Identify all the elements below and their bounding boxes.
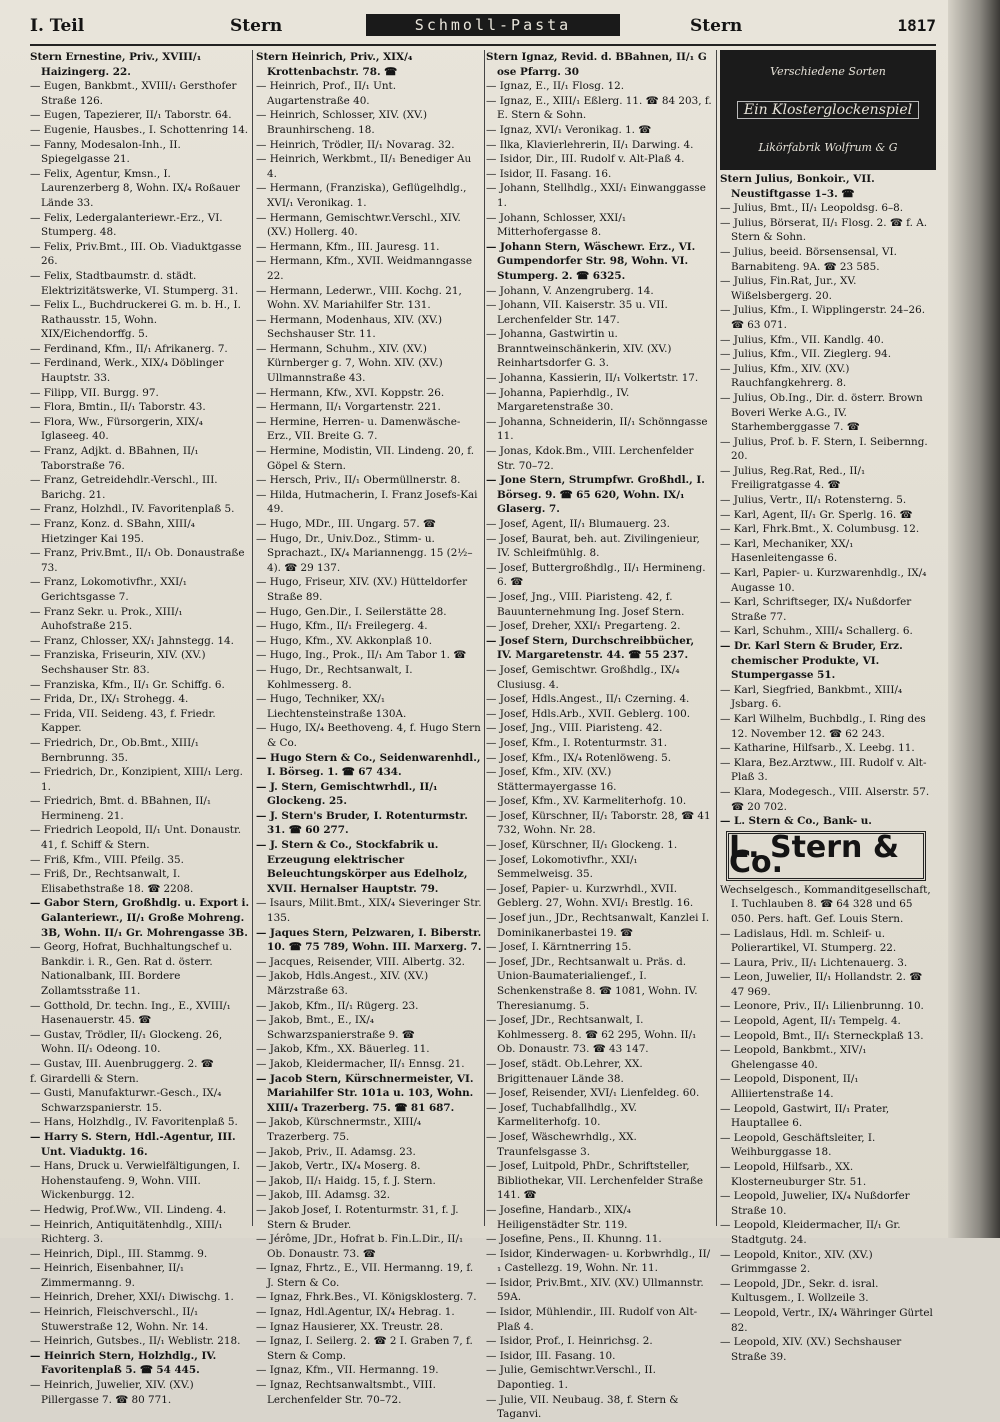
directory-entry: — Josef, Papier- u. Kurzwrhdl., XVII. Geblerg. 27, Wohn. XVI/₁ Brestlg. 16. (486, 882, 694, 910)
directory-entry: — Hermann, Modenhaus, XIV. (XV.) Sechshauser Str. 11. (256, 313, 443, 341)
directory-entry: — Jakob, Kürschnermstr., XIII/₄ Trazerberg. 75. (256, 1116, 422, 1143)
directory-entry: — Hugo, IX/₄ Beethoveng. 4, f. Hugo Stern & Co. (256, 722, 481, 749)
directory-entry: — Hugo, Friseur, XIV. (XV.) Hütteldorfer Straße 89. (256, 576, 468, 603)
directory-entry: — Leopold, Hilfsarb., XX. Klosterneuburger Str. 51. (720, 1161, 867, 1188)
directory-entry: — Hermann, (Franziska), Geflügelhdlg., XVI/₁ Veronikag. 1. (256, 182, 467, 209)
directory-entry: Wechselgesch., Kommanditgesellschaft, I. Tuchlauben 8. ☎ 64 328 und 65 050. Pers. haft. Gef. Louis Stern. (720, 883, 931, 925)
directory-entry: — Franz, Holzhdl., IV. Favoritenplaß 5. (30, 503, 235, 516)
directory-entry: — Friß, Dr., Rechtsanwalt, I. Elisabethstraße 18. ☎ 2208. (30, 868, 194, 895)
directory-entry: — Hermann, Gemischtwr.Verschl., XIV. (XV.) Hollerg. 40. (256, 211, 461, 239)
directory-entry: — Josef, Hdls.Angest., II/₁ Czerning. 4. (486, 693, 690, 706)
directory-entry: — J. Stern, Gemischtwrhdl., II/₁ Glockeng. 25. (256, 780, 438, 808)
stern-co-advertisement: L. Stern & Co. (726, 831, 926, 881)
ad-line-2: Ein Klosterglockenspiel (737, 101, 919, 120)
directory-entry: — Heinrich, Dreher, XXI/₁ Diwischg. 1. (30, 1291, 234, 1304)
directory-entry: — Heinrich, Prof., II/₁ Unt. Augartenstraße 40. (256, 80, 397, 107)
directory-entry: — Franziska, Kfm., II/₁ Gr. Schiffg. 6. (30, 678, 225, 691)
directory-entry: — Leopold, Agent, II/₁ Tempelg. 4. (720, 1015, 901, 1028)
directory-entry: — Jakob, II/₁ Haidg. 15, f. J. Stern. (256, 1174, 436, 1187)
directory-entry: — Heinrich, Juwelier, XIV. (XV.) Pillergasse 7. ☎ 80 771. (30, 1379, 194, 1406)
directory-entry: — Gustav, III. Auenbruggerg. 2. ☎ (30, 1057, 214, 1070)
directory-entry: — Isidor, Prof., I. Heinrichsg. 2. (486, 1335, 653, 1348)
directory-entry: — Hans, Druck u. Verwielfältigungen, I. Hohenstaufeng. 9, Wohn. VIII. Wickenburgg. 12. (30, 1160, 241, 1202)
directory-entry: — Heinrich, Trödler, II/₁ Novarag. 32. (256, 138, 455, 151)
directory-entry: — Ignaz, Fhrtz., E., VII. Hermanng. 19, f. J. Stern & Co. (256, 1262, 474, 1289)
directory-entry: — Isidor, Kinderwagen- u. Korbwrhdlg., II/₁ Castellezg. 19, Wohn. Nr. 11. (486, 1247, 711, 1275)
directory-entry: — Ignaz Hausierer, XX. Treustr. 28. (256, 1320, 444, 1333)
directory-entry: — Hilda, Hutmacherin, I. Franz Josefs-Kai 49. (256, 488, 478, 516)
directory-entry: — Ferdinand, Kfm., II/₁ Afrikanerg. 7. (30, 342, 228, 355)
directory-entry: — Franz, Priv.Bmt., II/₁ Ob. Donaustraße 73. (30, 547, 245, 574)
directory-entry: — Hans, Holzhdlg., IV. Favoritenplaß 5. (30, 1116, 238, 1129)
directory-entry: — Isidor, Priv.Bmt., XIV. (XV.) Ullmannstr. 59A. (486, 1276, 704, 1304)
directory-entry: — Harry S. Stern, Hdl.-Agentur, III. Unt. Viaduktg. 16. (30, 1130, 236, 1158)
directory-entry: — Johann Stern, Wäschewr. Erz., VI. Gumpendorfer Str. 98, Wohn. VI. Stumperg. 2. ☎ 6325. (486, 240, 696, 282)
column-divider (252, 50, 253, 1226)
directory-entry: — Gabor Stern, Großhdlg. u. Export i. Galanteriewr., II/₁ Große Mohreng. 3B, Wohn. II/₁ Gr. Mohrengasse 3B. (30, 897, 250, 939)
directory-entry: Stern Ernestine, Priv., XVIII/₁ Haizingerg. 22. (30, 51, 202, 78)
directory-entry: — Jone Stern, Strumpfwr. Großhdl., I. Börseg. 9. ☎ 65 620, Wohn. IX/₁ Glaserg. 7. (486, 474, 705, 516)
directory-entry: — Heinrich, Antiquitätenhdlg., XIII/₁ Richterg. 3. (30, 1218, 223, 1246)
directory-entry: — Klara, Bez.Arztww., III. Rudolf v. Alt-Plaß 3. (720, 756, 927, 784)
directory-entry: — Julius, Ob.Ing., Dir. d. österr. Brown Boveri Werke A.G., IV. Starhemberggasse 7. ☎ (720, 391, 923, 434)
directory-entry: — Josef, JDr., Rechtsanwalt, I. Kohlmesserg. 8. ☎ 62 295, Wohn. II/₁ Ob. Donaustr. 73. ☎ 43 147. (486, 1014, 697, 1056)
directory-entry: — Eugenie, Hausbes., I. Schottenring 14. (30, 123, 249, 136)
directory-entry: — Johanna, Schneiderin, II/₁ Schönngasse 11. (486, 415, 708, 443)
directory-entry: — Johanna, Gastwirtin u. Branntweinschänkerin, XIV. (XV.) Reinhartsdorfer G. 3. (486, 328, 672, 370)
directory-entry: — Franz Sekr. u. Prok., XIII/₁ Auhofstraße 215. (30, 605, 183, 633)
directory-entry: — Isidor, Mühlendir., III. Rudolf von Alt-Plaß 4. (486, 1306, 698, 1333)
directory-entry: — Friedrich, Dr., Konzipient, XIII/₁ Lerg. 1. (30, 766, 243, 793)
directory-entry: — Hugo, MDr., III. Ungarg. 57. ☎ (256, 518, 436, 530)
directory-entry: — Isaurs, Milit.Bmt., XIX/₄ Sieveringer Str. 135. (256, 897, 482, 925)
directory-entry: — Leopold, JDr., Sekr. d. isral. Kultusgem., I. Wollzeile 3. (720, 1277, 879, 1305)
directory-entry: — Josef, Tuchabfallhdlg., XV. Karmeliterhofg. 10. (486, 1101, 637, 1129)
directory-entry: — Jakob Josef, I. Rotenturmstr. 31, f. J. Stern & Bruder. (256, 1203, 459, 1231)
directory-entry: — Hugo, Dr., Rechtsanwalt, I. Kohlmesserg. 8. (256, 663, 413, 691)
directory-entry: — Julie, Gemischtwr.Verschl., II. Dapontieg. 1. (486, 1364, 656, 1392)
directory-entry: — Hermann, II/₁ Vorgartenstr. 221. (256, 401, 441, 414)
directory-entry: — Leopold, Vertr., IX/₄ Währinger Gürtel 82. (720, 1306, 933, 1334)
directory-entry: — Hugo, Ing., Prok., II/₁ Am Tabor 1. ☎ (256, 649, 467, 662)
directory-entry: — Friedrich, Dr., Ob.Bmt., XIII/₁ Bernbrunng. 35. (30, 736, 199, 764)
directory-entry: — Josef, JDr., Rechtsanwalt u. Präs. d. Union-Baumaterialiengef., I. Schenkenstraße 8. ☎ 1081, Wohn. IV. Theresianumg. 5. (486, 955, 698, 1012)
directory-entry: — Julius, Kfm., I. Wipplingerstr. 24–26. ☎ 63 071. (720, 304, 926, 331)
directory-entry: — Johann, VII. Kaiserstr. 35 u. VII. Lerchenfelder Str. 147. (486, 299, 668, 326)
directory-entry: — Josef, Dreher, XXI/₁ Pregarteng. 2. (486, 620, 681, 633)
directory-entry: — Friedrich Leopold, II/₁ Unt. Donaustr. 41, f. Schiff & Stern. (30, 824, 242, 852)
directory-entry: — Ferdinand, Werk., XIX/₄ Döblinger Hauptstr. 33. (30, 357, 224, 385)
directory-entry: — Georg, Hofrat, Buchhaltungschef u. Bankdir. i. R., Gen. Rat d. österr. Nationalbank, III. Bordere Zollamtsstraße 11. (30, 941, 233, 997)
directory-entry: — Jakob, III. Adamsg. 32. (256, 1189, 391, 1202)
directory-entry: — J. Stern's Bruder, I. Rotenturmstr. 31. ☎ 60 277. (256, 809, 468, 837)
header-rule (30, 44, 936, 46)
directory-entry: — L. Stern & Co., Bank- u. (720, 815, 872, 828)
directory-entry: — Hermann, Kfm., XVII. Weidmanngasse 22. (256, 255, 473, 282)
directory-entry: — Leopold, Disponent, II/₁ Alliiertenstraße 14. (720, 1073, 859, 1101)
directory-entry: — Friedrich, Bmt. d. BBahnen, II/₁ Hermineng. 21. (30, 795, 212, 822)
column-3 (486, 50, 712, 1421)
directory-entry: — Josefine, Handarb., XIX/₄ Heiligenstädter Str. 119. (486, 1203, 631, 1231)
directory-entry: — Jacob Stern, Kürschnermeister, VI. Mariahilfer Str. 101a u. 103, Wohn. XIII/₄ Trazerberg. 75. ☎ 81 687. (256, 1072, 474, 1114)
directory-entry: — Laura, Priv., II/₁ Lichtenauerg. 3. (720, 956, 908, 969)
directory-entry: — Ignaz, E., II/₁ Flosg. 12. (486, 80, 624, 93)
directory-entry: — Hermann, Kfm., III. Jauresg. 11. (256, 240, 440, 253)
directory-entry: — Julie, VII. Neubaug. 38, f. Stern & Taganvi. (486, 1393, 679, 1421)
directory-entry: — Leopold, Gastwirt, II/₁ Prater, Hauptallee 6. (720, 1102, 890, 1130)
directory-entry: — Karl, Papier- u. Kurzwarenhdlg., IX/₄ Augasse 10. (720, 567, 927, 594)
directory-entry: — Josef jun., JDr., Rechtsanwalt, Kanzlei I. Dominikanerbastei 19. ☎ (486, 912, 710, 939)
directory-entry: — Hermine, Herren- u. Damenwäsche-Erz., VII. Breite G. 7. (256, 415, 461, 443)
directory-entry: — Franz, Chlosser, XX/₁ Jahnstegg. 14. (30, 634, 234, 647)
directory-entry: — Isidor, II. Fasang. 16. (486, 167, 612, 180)
directory-entry: — Felix, Agentur, Kmsn., I. Laurenzerberg 8, Wohn. IX/₄ Roßauer Lände 33. (30, 167, 240, 209)
column-divider (716, 50, 717, 1226)
directory-entry: — Josef, Hdls.Arb., XVII. Geblerg. 100. (486, 707, 691, 720)
header-left-word: Stern (230, 16, 283, 36)
directory-entry: — Hermann, Schuhm., XIV. (XV.) Kürnberger g. 7, Wohn. XIV. (XV.) Ullmannstraße 43. (256, 342, 443, 385)
directory-entry: — Karl, Schriftseger, IX/₄ Nußdorfer Straße 77. (720, 596, 912, 623)
directory-entry: — Dr. Karl Stern & Bruder, Erz. chemischer Produkte, VI. Stumpergasse 51. (720, 640, 903, 682)
directory-entry: — Heinrich, Dipl., III. Stammg. 9. (30, 1247, 208, 1260)
directory-entry: — Karl, Agent, II/₁ Gr. Sperlg. 16. ☎ (720, 508, 913, 521)
directory-entry: — Jaques Stern, Pelzwaren, I. Biberstr. 10. ☎ 75 789, Wohn. III. Marxerg. 7. (256, 926, 482, 954)
directory-entry: — Julius, Vertr., II/₁ Rotensterng. 5. (720, 494, 907, 507)
directory-entry: — Karl, Siegfried, Bankbmt., XIII/₄ Jsbarg. 6. (720, 683, 903, 711)
directory-entry: — Felix, Ledergalanteriewr.-Erz., VI. Stumperg. 48. (30, 211, 223, 239)
directory-entry: — Josef, Wäschewrhdlg., XX. Traunfelsgasse 3. (486, 1130, 637, 1158)
directory-entry: — Katharine, Hilfsarb., X. Leebg. 11. (720, 742, 915, 755)
directory-entry: — Frida, VII. Seideng. 43, f. Friedr. Kapper. (30, 707, 216, 735)
directory-entry: — Franz, Lokomotivfhr., XXI/₁ Gerichtsgasse 7. (30, 576, 187, 603)
directory-entry: — Johanna, Papierhdlg., IV. Margaretenstraße 30. (486, 386, 630, 414)
directory-entry: — Jakob, Priv., II. Adamsg. 23. (256, 1145, 416, 1158)
directory-entry: — Josef, Baurat, beh. aut. Zivilingenieur, IV. Schleifmühlg. 8. (486, 532, 700, 560)
directory-entry: — Flora, Bmtin., II/₁ Taborstr. 43. (30, 401, 206, 414)
directory-entry: — Franz, Adjkt. d. BBahnen, II/₁ Taborstraße 76. (30, 445, 199, 472)
header-right-word: Stern (690, 16, 743, 36)
directory-entry: — Hugo, Gen.Dir., I. Seilerstätte 28. (256, 605, 447, 618)
directory-entry: — Isidor, III. Fasang. 10. (486, 1349, 616, 1362)
directory-entry: Stern Heinrich, Priv., XIX/₄ Krottenbachstr. 78. ☎ (256, 51, 413, 78)
directory-entry: — Leopold, Juwelier, IX/₄ Nußdorfer Straße 10. (720, 1190, 910, 1217)
directory-entry: — Jakob, Hdls.Angest., XIV. (XV.) Märzstraße 63. (256, 970, 429, 997)
directory-entry: — Eugen, Bankbmt., XVIII/₁ Gersthofer Straße 126. (30, 80, 237, 107)
directory-entry: — Josef, Kfm., XIV. (XV.) Stättermayergasse 16. (486, 766, 617, 793)
directory-entry: — Gusti, Manufakturwr.-Gesch., IX/₄ Schwarzspanierstr. 15. (30, 1087, 222, 1114)
kloster-advertisement (720, 50, 936, 170)
directory-entry: — Josef, Jng., VIII. Piaristeng. 42, f. Bauunternehmung Ing. Josef Stern. (486, 590, 685, 618)
directory-entry: — Josef, Kürschner, II/₁ Taborstr. 28, ☎ 41 732, Wohn. Nr. 28. (486, 809, 711, 837)
directory-entry: — Josef, Jng., VIII. Piaristeng. 42. (486, 722, 663, 735)
directory-entry: — Leopold, Geschäftsleiter, I. Weihburggasse 18. (720, 1131, 876, 1159)
directory-entry: — Josef, Agent, II/₁ Blumauerg. 23. (486, 518, 670, 530)
directory-entry: — Julius, Bmt., II/₁ Leopoldsg. 6–8. (720, 202, 904, 215)
directory-entry: — Jakob, Kfm., II/₁ Rügerg. 23. (256, 999, 419, 1012)
directory-entry: Stern Ignaz, Revid. d. BBahnen, II/₁ G ose Pfarrg. 30 (486, 51, 707, 78)
directory-entry: — Leon, Juwelier, II/₁ Hollandstr. 2. ☎ 47 969. (720, 971, 923, 998)
directory-entry: — Josef, Kürschner, II/₁ Glockeng. 1. (486, 839, 678, 852)
directory-entry: — Heinrich, Werkbmt., II/₁ Benediger Au 4. (256, 153, 472, 180)
directory-entry: — Josef, Kfm., XV. Karmeliterhofg. 10. (486, 795, 687, 808)
page-number: 1817 (897, 16, 936, 35)
directory-entry: — Julius, Kfm., VII. Kandlg. 40. (720, 333, 884, 346)
directory-entry: — Gustav, Trödler, II/₁ Glockeng. 26, Wohn. II/₁ Odeong. 10. (30, 1028, 223, 1056)
directory-entry: — Hermine, Modistin, VII. Lindeng. 20, f. Göpel & Stern. (256, 445, 475, 472)
directory-entry: — Jakob, Kfm., XX. Bäuerleg. 11. (256, 1043, 430, 1056)
directory-entry: — Fanny, Modesalon-Inh., II. Spiegelgasse 21. (30, 138, 181, 166)
directory-entry: — Julius, beeid. Börsensensal, VI. Barnabiteng. 9A. ☎ 23 585. (720, 245, 897, 273)
directory-entry: — Frida, Dr., IX/₁ Strohegg. 4. (30, 693, 189, 706)
column-2 (256, 50, 482, 1406)
column-divider (484, 50, 485, 1226)
directory-entry: — Hugo, Kfm., II/₁ Freilegerg. 4. (256, 620, 428, 633)
directory-entry: — Johann, Stellhdlg., XXI/₁ Einwanggasse 1. (486, 182, 706, 209)
directory-entry: — Johann, V. Anzengruberg. 14. (486, 284, 654, 297)
directory-entry: — Julius, Kfm., XIV. (XV.) Rauchfangkehrerg. 8. (720, 362, 850, 390)
directory-entry: f. Girardelli & Stern. (30, 1072, 139, 1085)
directory-entry: — Josef Stern, Durchschreibbücher, IV. Margaretenstr. 44. ☎ 55 237. (486, 634, 695, 662)
directory-entry: — Josef, Lokomotivfhr., XXI/₁ Semmelweisg. 35. (486, 853, 638, 881)
directory-entry: — Isidor, Dir., III. Rudolf v. Alt-Plaß 4. (486, 153, 685, 166)
directory-entry: — Felix L., Buchdruckerei G. m. b. H., I. Rathausstr. 15, Wohn. XIX/Eichendorffg. 5. (30, 299, 241, 341)
directory-entry: — Hermann, Kfw., XVI. Koppstr. 26. (256, 386, 445, 399)
directory-entry: — Karl, Schuhm., XIII/₄ Schallerg. 6. (720, 625, 913, 638)
directory-entry: — Felix, Stadtbaumstr. d. städt. Elektrizitätswerke, VI. Stumperg. 31. (30, 269, 239, 297)
directory-entry: — Josef, Kfm., I. Rotenturmstr. 31. (486, 736, 668, 749)
directory-entry: — Hugo, Kfm., XV. Akkonplaß 10. (256, 634, 432, 647)
directory-entry: — Leopold, XIV. (XV.) Sechshauser Straße 39. (720, 1336, 902, 1363)
directory-entry: — Franz, Getreidehdlr.-Verschl., III. Barichg. 21. (30, 474, 218, 501)
directory-entry: — Filipp, VII. Burgg. 97. (30, 386, 159, 399)
directory-entry: — Hedwig, Prof.Ww., VII. Lindeng. 4. (30, 1203, 227, 1216)
directory-entry: — Ignaz, Fhrk.Bes., VI. Königsklosterg. 7. (256, 1291, 477, 1304)
directory-entry: — Josefine, Pens., II. Khunng. 11. (486, 1233, 662, 1246)
directory-entry: — Julius, Fin.Rat, Jur., XV. Wißelsbergerg. 20. (720, 275, 857, 302)
directory-entry: — Ignaz, Rechtsanwaltsmbt., VIII. Lerchenfelder Str. 70–72. (256, 1379, 436, 1406)
directory-entry: — Ignaz, I. Seilerg. 2. ☎ 2 I. Graben 7, f. Stern & Comp. (256, 1335, 473, 1362)
directory-entry: — Heinrich, Eisenbahner, II/₁ Zimmermanng. 9. (30, 1262, 185, 1289)
directory-entry: — Ilka, Klavierlehrerin, II/₁ Darwing. 4. (486, 138, 694, 151)
directory-entry: — Ignaz, XVI/₁ Veronikag. 1. ☎ (486, 123, 652, 136)
directory-entry: — Johann, Schlosser, XXI/₁ Mitterhofergasse 8. (486, 211, 627, 239)
directory-entry: — Leonore, Priv., II/₁ Lilienbrunng. 10. (720, 1000, 924, 1013)
directory-entry: — Karl, Fhrk.Bmt., X. Columbusg. 12. (720, 523, 920, 536)
directory-entry: — Hermann, Lederwr., VIII. Kochg. 21, Wohn. XV. Mariahilfer Str. 131. (256, 284, 462, 312)
directory-entry: — Josef, Buttergroßhdlg., II/₁ Hermineng. 6. ☎ (486, 561, 706, 589)
directory-entry: — Jakob, Vertr., IX/₄ Moserg. 8. (256, 1160, 421, 1173)
directory-entry: — Ignaz, E., XIII/₁ Eßlerg. 11. ☎ 84 203, f. E. Stern & Sohn. (486, 94, 712, 122)
directory-entry: — Jérôme, JDr., Hofrat b. Fin.L.Dir., II/₁ Ob. Donaustr. 73. ☎ (256, 1233, 464, 1260)
directory-entry: — Hugo, Techniker, XX/₁ Liechtensteinstraße 130A. (256, 693, 407, 720)
directory-entry: — Jakob, Kleidermacher, II/₁ Ennsg. 21. (256, 1057, 465, 1070)
directory-entry: — Gotthold, Dr. techn. Ing., E., XVIII/₁ Hasenauerstr. 45. ☎ (30, 999, 231, 1027)
page-edge-shadow (948, 0, 1000, 1238)
directory-entry: — Leopold, Knitor., XIV. (XV.) Grimmgasse 2. (720, 1248, 873, 1276)
column-1 (30, 50, 250, 1406)
column-4 (720, 50, 936, 1363)
directory-entry: — Leopold, Bmt., II/₁ Sterneckplaß 13. (720, 1029, 924, 1042)
directory-entry: — Ladislaus, Hdl. m. Schleif- u. Polierartikel, VI. Stumperg. 22. (720, 927, 897, 955)
directory-entry: — Ignaz, Hdl.Agentur, IX/₄ Hebrag. 1. (256, 1306, 455, 1319)
ad-line-1: Verschiedene Sorten (770, 64, 886, 78)
directory-entry: — Julius, Kfm., VII. Zieglerg. 94. (720, 348, 892, 361)
directory-entry: — Hugo Stern & Co., Seidenwarenhdl., I. Börseg. 1. ☎ 67 434. (256, 751, 481, 779)
part-label: I. Teil (30, 16, 85, 36)
directory-entry: — Jonas, Kdok.Bm., VIII. Lerchenfelder Str. 70–72. (486, 445, 694, 472)
directory-entry: — Karl, Mechaniker, XX/₁ Hasenleitengasse 6. (720, 537, 854, 565)
directory-entry: — Heinrich Stern, Holzhdlg., IV. Favoritenplaß 5. ☎ 54 445. (30, 1349, 217, 1377)
directory-entry: — Josef, Kfm., IX/₄ Rotenlöweng. 5. (486, 751, 672, 764)
directory-entry: Stern Julius, Bonkoir., VII. Neustiftgasse 1–3. ☎ (720, 173, 875, 200)
directory-entry: — Heinrich, Fleischverschl., II/₁ Stuwerstraße 12, Wohn. Nr. 14. (30, 1306, 209, 1333)
directory-entry: — Klara, Modegesch., VIII. Alserstr. 57. ☎ 20 702. (720, 785, 930, 813)
directory-entry: — Julius, Börserat, II/₁ Flosg. 2. ☎ f. A. Stern & Sohn. (720, 216, 928, 244)
directory-entry: — Josef, I. Kärntnerring 15. (486, 941, 632, 954)
directory-entry: — Hugo, Dr., Univ.Doz., Stimm- u. Sprachazt., IX/₄ Mariannengg. 15 (2½–4). ☎ 29 137. (256, 532, 473, 574)
directory-entry: — J. Stern & Co., Stockfabrik u. Erzeugung elektrischer Beleuchtungskörper aus Edelholz, XVII. Hernalser Hauptstr. 79. (256, 839, 468, 895)
directory-entry: — Hersch, Priv., II/₁ Obermüllnerstr. 8. (256, 474, 461, 487)
directory-entry: — Friß, Kfm., VIII. Pfeilg. 35. (30, 853, 184, 866)
directory-entry: — Jacques, Reisender, VIII. Albertg. 32. (256, 955, 465, 968)
directory-entry: — Jakob, Bmt., E., IX/₄ Schwarzspanierstraße 9. ☎ (256, 1014, 415, 1041)
header-banner: Schmoll-Pasta (366, 14, 620, 36)
directory-entry: — Karl Wilhelm, Buchbdlg., I. Ring des 12. November 12. ☎ 62 243. (720, 712, 926, 740)
directory-entry: — Julius, Prof. b. F. Stern, I. Seibernng. 20. (720, 435, 928, 463)
directory-entry: — Franziska, Friseurin, XIV. (XV.) Sechshauser Str. 83. (30, 649, 206, 676)
page-header (30, 14, 936, 40)
directory-entry: — Leopold, Kleidermacher, II/₁ Gr. Stadtgutg. 24. (720, 1219, 901, 1246)
directory-entry: — Josef, Luitpold, PhDr., Schriftsteller, Bibliothekar, VII. Lerchenfelder Straße 141. ☎ (486, 1160, 704, 1202)
directory-entry: — Ignaz, Kfm., VII. Hermanng. 19. (256, 1364, 439, 1377)
directory-entry: — Julius, Reg.Rat, Red., II/₁ Freiligratgasse 4. ☎ (720, 464, 866, 492)
directory-entry: — Franz, Konz. d. SBahn, XIII/₄ Hietzinger Kai 195. (30, 518, 195, 545)
directory-entry: — Heinrich, Gutsbes., II/₁ Weblistr. 218. (30, 1335, 241, 1348)
directory-entry: — Josef, Gemischtwr. Großhdlg., IX/₄ Clusiusg. 4. (486, 663, 680, 691)
directory-entry: — Josef, städt. Ob.Lehrer, XX. Brigittenauer Lände 38. (486, 1057, 643, 1085)
directory-entry: — Felix, Priv.Bmt., III. Ob. Viaduktgasse 26. (30, 240, 242, 268)
directory-entry: — Johanna, Kassierin, II/₁ Volkertstr. 17. (486, 372, 699, 385)
directory-entry: — Flora, Ww., Fürsorgerin, XIX/₄ Iglaseeg. 40. (30, 415, 203, 443)
directory-entry: — Eugen, Tapezierer, II/₁ Taborstr. 64. (30, 109, 232, 122)
directory-entry: — Leopold, Bankbmt., XIV/₁ Ghelengasse 40. (720, 1044, 867, 1071)
directory-entry: — Heinrich, Schlosser, XIV. (XV.) Braunhirscheng. 18. (256, 109, 428, 136)
ad-line-3: Likörfabrik Wolfrum & G (758, 140, 898, 154)
directory-entry: — Josef, Reisender, XVI/₁ Lienfeldeg. 60. (486, 1087, 700, 1100)
